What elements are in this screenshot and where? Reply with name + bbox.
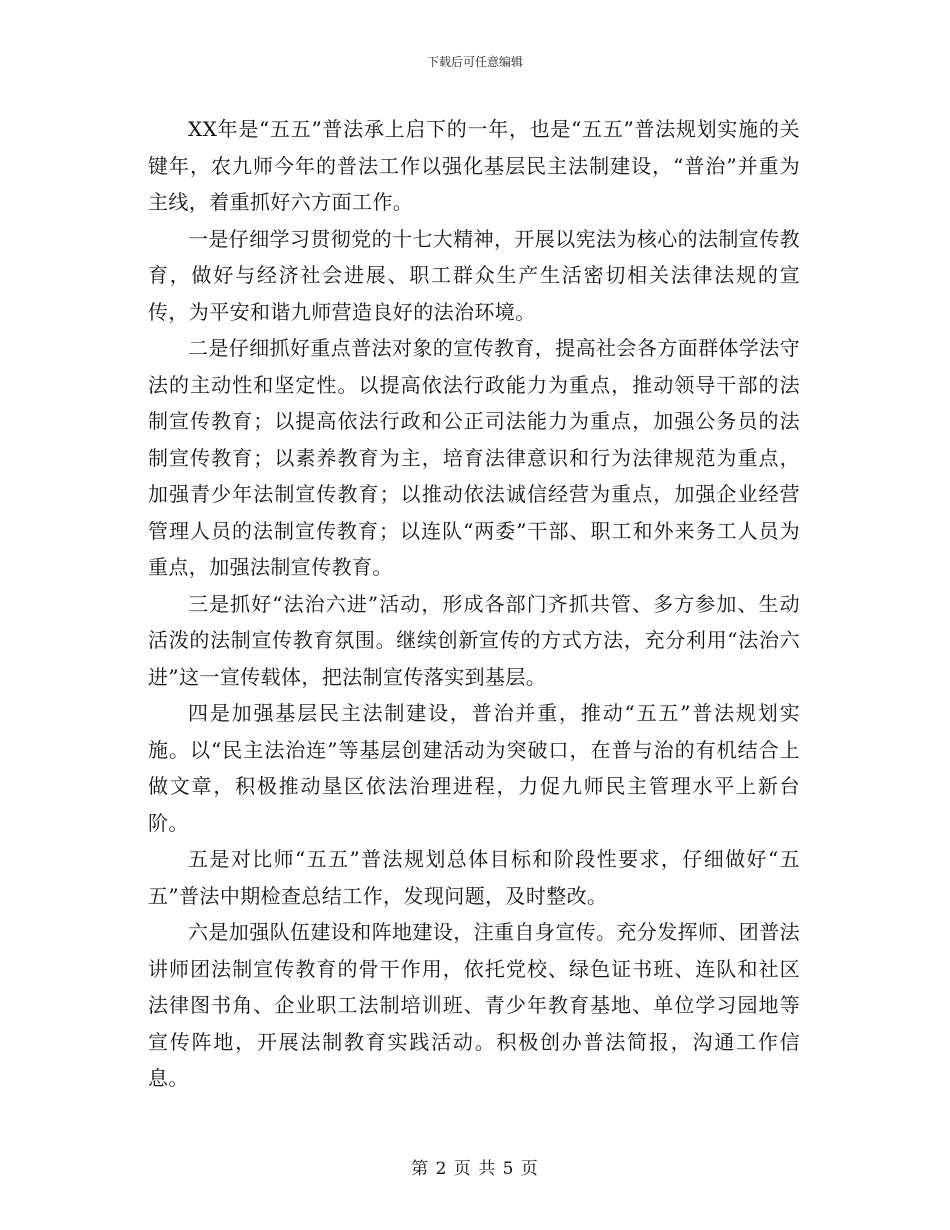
- paragraph-item-5: 五是对比师“五五”普法规划总体目标和阶段性要求，仔细做好“五五”普法中期检查总结工作，发现问题，及时整改。: [148, 847, 800, 908]
- paragraph-item-3: 三是抓好“法治六进”活动，形成各部门齐抓共管、多方参加、生动活泼的法制宣传教育氛围。继续创新宣传的方式方法，充分利用“法治六进”这一宣传载体，把法制宣传落实到基层。: [148, 591, 800, 689]
- paragraph-item-4: 四是加强基层民主法制建设，普治并重，推动“五五”普法规划实施。以“民主法治连”等基层创建活动为突破口，在普与治的有机结合上做文章，积极推动垦区依法治理进程，力促九师民主管理水平上新台阶。: [148, 701, 800, 835]
- page-number-footer: 第 2 页 共 5 页: [411, 1159, 539, 1179]
- document-body: [148, 111, 800, 1097]
- page-header-note: 下载后可任意编辑: [426, 55, 523, 69]
- paragraph-item-2: 二是仔细抓好重点普法对象的宣传教育，提高社会各方面群体学法守法的主动性和坚定性。以提高依法行政能力为重点，推动领导干部的法制宣传教育；以提高依法行政和公正司法能力为重点，加强公务员的法制宣传教育；以素养教育为主，培育法律意识和行为法律规范为重点，加强青少年法制宣传教育；以推动依法诚信经营为重点，加强企业经营管理人员的法制宣传教育；以连队“两委”干部、职工和外来务工人员为重点，加强法制宣传教育。: [148, 336, 800, 579]
- paragraph-intro: XX年是“五五”普法承上启下的一年，也是“五五”普法规划实施的关键年，农九师今年的普法工作以强化基层民主法制建设，“普治”并重为主线，着重抓好六方面工作。: [148, 117, 800, 214]
- paragraph-item-1: 一是仔细学习贯彻党的十七大精神，开展以宪法为核心的法制宣传教育，做好与经济社会进展、职工群众生产生活密切相关法律法规的宣传，为平安和谐九师营造良好的法治环境。: [148, 226, 800, 324]
- paragraph-item-6: 六是加强队伍建设和阵地建设，注重自身宣传。充分发挥师、团普法讲师团法制宣传教育的骨干作用，依托党校、绿色证书班、连队和社区法律图书角、企业职工法制培训班、青少年教育基地、单位学习园地等宣传阵地，开展法制教育实践活动。积极创办普法简报，沟通工作信息。: [148, 920, 800, 1090]
